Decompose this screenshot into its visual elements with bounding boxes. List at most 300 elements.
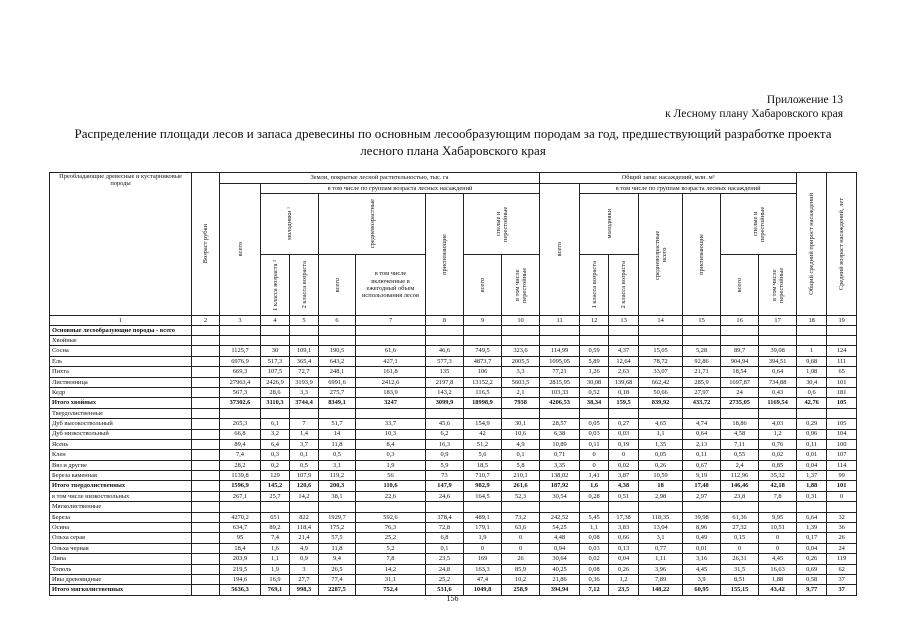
value-cell xyxy=(797,325,827,335)
value-cell: 10,89 xyxy=(540,439,580,449)
value-cell: 42 xyxy=(464,429,502,439)
value-cell: 30,4 xyxy=(797,377,827,387)
value-cell: 0,26 xyxy=(639,460,683,470)
value-cell xyxy=(192,387,220,397)
value-cell: 36 xyxy=(827,523,857,533)
table-row xyxy=(50,523,857,533)
value-cell xyxy=(797,408,827,418)
value-cell: 1,2 xyxy=(609,574,639,584)
header-area-mature-total-label: всего xyxy=(479,277,486,293)
value-cell: 4,74 xyxy=(683,419,721,429)
value-cell: 18,4 xyxy=(220,543,261,553)
value-cell: 31,5 xyxy=(721,564,759,574)
value-cell: 0,6 xyxy=(797,387,827,397)
species-name-cell: Итого твердолиственных xyxy=(50,481,192,491)
value-cell: 35,32 xyxy=(759,471,797,481)
value-cell: 27,97 xyxy=(683,387,721,397)
value-cell: 92,86 xyxy=(683,356,721,366)
value-cell: 5,2 xyxy=(356,543,426,553)
value-cell: 5,28 xyxy=(683,346,721,356)
value-cell xyxy=(426,335,464,345)
table-row xyxy=(50,387,857,397)
value-cell: 1,41 xyxy=(580,471,609,481)
header-area-premature xyxy=(426,194,464,316)
value-cell: 179,1 xyxy=(464,523,502,533)
value-cell: 111 xyxy=(827,356,857,366)
value-cell: 147,9 xyxy=(426,481,464,491)
header-area-group: Земли, покрытые лесной растительностью, тыс. га xyxy=(220,173,540,184)
value-cell: 1,35 xyxy=(639,439,683,449)
value-cell: 7938 xyxy=(502,398,540,408)
value-cell: 219,5 xyxy=(220,564,261,574)
value-cell: 265,3 xyxy=(220,419,261,429)
value-cell: 77,21 xyxy=(540,367,580,377)
page-number: 156 xyxy=(446,594,459,603)
species-name-cell: Береза каменная xyxy=(50,471,192,481)
value-cell: 1,9 xyxy=(261,564,290,574)
value-cell xyxy=(580,408,609,418)
value-cell: 267,1 xyxy=(220,491,261,501)
value-cell: 22,6 xyxy=(356,491,426,501)
value-cell xyxy=(356,335,426,345)
value-cell: 21,71 xyxy=(683,367,721,377)
value-cell: 5,9 xyxy=(426,460,464,470)
header-area-total xyxy=(220,184,261,316)
species-name-cell: в том числе низкоствольных xyxy=(50,491,192,501)
value-cell: 592,6 xyxy=(356,512,426,522)
table-row xyxy=(50,512,857,522)
value-cell: 10,2 xyxy=(502,574,540,584)
value-cell xyxy=(192,346,220,356)
value-cell: 0,66 xyxy=(609,533,639,543)
value-cell xyxy=(464,408,502,418)
value-cell xyxy=(261,325,290,335)
value-cell: 10,59 xyxy=(639,471,683,481)
value-cell: 65 xyxy=(827,367,857,377)
value-cell: 2735,05 xyxy=(721,398,759,408)
value-cell: 24,8 xyxy=(426,564,464,574)
value-cell: 752,4 xyxy=(356,585,426,595)
value-cell: 28,6 xyxy=(261,387,290,397)
value-cell: 3,2 xyxy=(261,429,290,439)
column-number: 2 xyxy=(192,316,220,326)
value-cell: 72,7 xyxy=(290,367,319,377)
value-cell: 190,5 xyxy=(319,346,356,356)
value-cell: 0,58 xyxy=(797,574,827,584)
value-cell xyxy=(192,419,220,429)
value-cell: 433,72 xyxy=(683,398,721,408)
value-cell: 0,04 xyxy=(797,460,827,470)
value-cell: 119 xyxy=(827,554,857,564)
species-name-cell: Лиственница xyxy=(50,377,192,387)
header-area-overmature xyxy=(502,255,540,316)
value-cell: 30,64 xyxy=(540,554,580,564)
value-cell xyxy=(759,502,797,512)
value-cell xyxy=(721,325,759,335)
value-cell: 0,36 xyxy=(580,574,609,584)
value-cell: 258,9 xyxy=(502,585,540,595)
value-cell: 135 xyxy=(426,367,464,377)
appendix-reference: к Лесному плану Хабаровского края xyxy=(665,108,843,120)
header-area-mature-total xyxy=(464,255,502,316)
value-cell: 100 xyxy=(827,439,857,449)
value-cell: 101 xyxy=(827,377,857,387)
value-cell xyxy=(192,398,220,408)
value-cell: 6,4 xyxy=(261,439,290,449)
value-cell xyxy=(827,335,857,345)
value-cell: 4,45 xyxy=(683,564,721,574)
value-cell: 0,26 xyxy=(609,564,639,574)
value-cell xyxy=(540,325,580,335)
header-stock-class1-label: 1 класса возраста xyxy=(590,261,598,309)
species-name-cell: Твердолиственные xyxy=(50,408,192,418)
value-cell: 0,52 xyxy=(580,387,609,397)
value-cell xyxy=(683,335,721,345)
value-cell: 118,35 xyxy=(639,512,683,522)
value-cell: 114 xyxy=(827,460,857,470)
value-cell xyxy=(639,335,683,345)
value-cell: 2,4 xyxy=(721,460,759,470)
value-cell xyxy=(220,408,261,418)
value-cell: 1,4 xyxy=(290,429,319,439)
value-cell: 5603,5 xyxy=(502,377,540,387)
value-cell: 0 xyxy=(502,533,540,543)
value-cell: 0 xyxy=(580,460,609,470)
value-cell: 1929,7 xyxy=(319,512,356,522)
value-cell: 0 xyxy=(759,543,797,553)
value-cell: 662,42 xyxy=(639,377,683,387)
value-cell: 1,39 xyxy=(797,523,827,533)
value-cell xyxy=(192,377,220,387)
header-area-overmature-label: в том числе перестойные xyxy=(513,267,528,303)
value-cell: 0,76 xyxy=(759,439,797,449)
species-name-cell: Осина xyxy=(50,523,192,533)
header-stock-subgroup: в том числе по группам возраста лесных насаждений xyxy=(580,184,797,194)
table-row xyxy=(50,429,857,439)
value-cell: 0,9 xyxy=(426,450,464,460)
header-stock-mature-total xyxy=(721,255,759,316)
value-cell xyxy=(797,502,827,512)
header-area-middle xyxy=(319,194,426,255)
value-cell: 0,04 xyxy=(609,554,639,564)
value-cell: 3,7 xyxy=(290,439,319,449)
value-cell xyxy=(721,502,759,512)
value-cell: 105 xyxy=(827,419,857,429)
header-area-young xyxy=(261,194,319,255)
value-cell: 1,88 xyxy=(759,574,797,584)
value-cell: 3,1 xyxy=(319,460,356,470)
value-cell: 0,04 xyxy=(797,543,827,553)
value-cell: 12,64 xyxy=(609,356,639,366)
value-cell: 17,48 xyxy=(683,481,721,491)
value-cell: 46,6 xyxy=(426,346,464,356)
value-cell: 89,2 xyxy=(261,523,290,533)
column-number: 7 xyxy=(356,316,426,326)
header-stock-middle xyxy=(639,194,683,316)
value-cell: 21,86 xyxy=(540,574,580,584)
value-cell: 0,31 xyxy=(797,491,827,501)
value-cell xyxy=(290,325,319,335)
column-number: 10 xyxy=(502,316,540,326)
value-cell: 643,2 xyxy=(319,356,356,366)
value-cell: 0,64 xyxy=(759,367,797,377)
value-cell: 4,9 xyxy=(290,543,319,553)
value-cell: 26,5 xyxy=(319,564,356,574)
value-cell: 1,9 xyxy=(356,460,426,470)
value-cell: 0,29 xyxy=(797,419,827,429)
value-cell: 85,9 xyxy=(502,564,540,574)
value-cell xyxy=(220,335,261,345)
value-cell: 73,2 xyxy=(502,512,540,522)
value-cell xyxy=(192,533,220,543)
value-cell: 1049,8 xyxy=(464,585,502,595)
value-cell: 0,01 xyxy=(797,450,827,460)
value-cell: 3,87 xyxy=(609,471,639,481)
value-cell: 138,02 xyxy=(540,471,580,481)
value-cell: 18998,9 xyxy=(464,398,502,408)
header-stock-young-label: молодняки xyxy=(605,209,613,239)
value-cell xyxy=(827,325,857,335)
value-cell: 26,31 xyxy=(721,554,759,564)
value-cell xyxy=(261,335,290,345)
header-avg-age xyxy=(827,173,857,316)
value-cell: 18,86 xyxy=(721,419,759,429)
table-row xyxy=(50,502,857,512)
species-name-cell: Вяз и другие xyxy=(50,460,192,470)
header-stock-total-label: всего xyxy=(556,242,564,257)
value-cell xyxy=(759,408,797,418)
value-cell: 8,4 xyxy=(356,439,426,449)
value-cell: 9,68 xyxy=(797,356,827,366)
header-area-class2-label: 2 класса возраста xyxy=(300,261,308,309)
column-number: 17 xyxy=(759,316,797,326)
value-cell: 0,03 xyxy=(580,429,609,439)
value-cell: 51,7 xyxy=(319,419,356,429)
value-cell xyxy=(192,543,220,553)
value-cell xyxy=(426,408,464,418)
value-cell xyxy=(502,335,540,345)
species-name-cell: Основные лесообразующие породы - всего xyxy=(50,325,192,335)
table-row xyxy=(50,419,857,429)
value-cell xyxy=(192,356,220,366)
value-cell: 365,4 xyxy=(290,356,319,366)
value-cell: 66,8 xyxy=(220,429,261,439)
value-cell: 0,06 xyxy=(797,429,827,439)
value-cell: 9,4 xyxy=(319,554,356,564)
value-cell: 1139,8 xyxy=(220,471,261,481)
column-number: 19 xyxy=(827,316,857,326)
value-cell: 187,92 xyxy=(540,481,580,491)
value-cell: 78,72 xyxy=(639,356,683,366)
value-cell: 3 xyxy=(290,564,319,574)
value-cell xyxy=(192,471,220,481)
value-cell: 109,1 xyxy=(290,346,319,356)
value-cell: 0,18 xyxy=(609,387,639,397)
value-cell: 159,5 xyxy=(609,398,639,408)
species-name-cell: Кедр xyxy=(50,387,192,397)
table-row xyxy=(50,460,857,470)
value-cell xyxy=(502,408,540,418)
value-cell xyxy=(540,408,580,418)
value-cell: 0,64 xyxy=(683,429,721,439)
value-cell: 769,1 xyxy=(261,585,290,595)
table-row xyxy=(50,450,857,460)
value-cell: 37302,6 xyxy=(220,398,261,408)
header-area-middle-total-label: всего xyxy=(333,277,341,293)
value-cell xyxy=(759,335,797,345)
value-cell: 104 xyxy=(827,429,857,439)
value-cell: 72,8 xyxy=(426,523,464,533)
species-name-cell: Ольха черная xyxy=(50,543,192,553)
column-number: 4 xyxy=(261,316,290,326)
value-cell: 0,11 xyxy=(797,439,827,449)
header-stock-total xyxy=(540,184,580,316)
species-name-cell: Клен xyxy=(50,450,192,460)
value-cell: 30 xyxy=(261,346,290,356)
value-cell xyxy=(192,502,220,512)
value-cell: 139,68 xyxy=(609,377,639,387)
value-cell: 119,2 xyxy=(319,471,356,481)
header-age-cut-label: Возраст рубки xyxy=(202,224,209,264)
column-number: 5 xyxy=(290,316,319,326)
value-cell: 0,1 xyxy=(426,543,464,553)
value-cell: 394,51 xyxy=(759,356,797,366)
value-cell xyxy=(192,491,220,501)
value-cell: 0,17 xyxy=(797,533,827,543)
value-cell: 0,26 xyxy=(797,554,827,564)
header-area-young-label: молодняки ¹ xyxy=(286,207,293,241)
value-cell: 42,76 xyxy=(797,398,827,408)
header-area-class1 xyxy=(261,255,290,316)
value-cell: 14,2 xyxy=(356,564,426,574)
value-cell: 73 xyxy=(426,471,464,481)
species-name-cell: Липа xyxy=(50,554,192,564)
value-cell: 129 xyxy=(261,471,290,481)
header-stock-mature xyxy=(721,194,797,255)
header-stock-overmature-label: в том числе перестойные xyxy=(770,267,785,303)
value-cell: 1 xyxy=(797,346,827,356)
header-stock-premature xyxy=(683,194,721,316)
value-cell xyxy=(639,325,683,335)
value-cell xyxy=(609,502,639,512)
value-cell: 0,67 xyxy=(683,460,721,470)
value-cell: 0,94 xyxy=(540,543,580,553)
header-stock-premature-label: приспевающие xyxy=(698,234,706,275)
value-cell xyxy=(192,523,220,533)
value-cell: 1125,7 xyxy=(220,346,261,356)
value-cell: 0,2 xyxy=(261,460,290,470)
value-cell: 10,6 xyxy=(502,429,540,439)
value-cell xyxy=(192,408,220,418)
value-cell: 0,02 xyxy=(580,554,609,564)
table-row xyxy=(50,564,857,574)
value-cell: 143,2 xyxy=(426,387,464,397)
value-cell: 0,9 xyxy=(290,554,319,564)
value-cell xyxy=(319,408,356,418)
value-cell: 261,6 xyxy=(502,481,540,491)
header-stock-overmature xyxy=(759,255,797,316)
value-cell: 210,1 xyxy=(502,471,540,481)
table-row xyxy=(50,574,857,584)
value-cell: 6,38 xyxy=(540,429,580,439)
header-stock-young xyxy=(580,194,639,255)
value-cell xyxy=(192,512,220,522)
value-cell: 101 xyxy=(827,481,857,491)
value-cell: 0,71 xyxy=(540,450,580,460)
value-cell: 6,8 xyxy=(426,533,464,543)
species-name-cell: Ольха серая xyxy=(50,533,192,543)
value-cell xyxy=(192,574,220,584)
value-cell: 61,6 xyxy=(356,346,426,356)
value-cell: 577,3 xyxy=(426,356,464,366)
value-cell xyxy=(192,335,220,345)
forest-distribution-table xyxy=(49,172,857,596)
value-cell: 6991,6 xyxy=(319,377,356,387)
species-name-cell: Мягколиственные xyxy=(50,502,192,512)
value-cell: 161,8 xyxy=(356,367,426,377)
value-cell: 39,08 xyxy=(759,346,797,356)
value-cell: 3,3 xyxy=(502,367,540,377)
value-cell: 33,7 xyxy=(356,419,426,429)
value-cell: 89,7 xyxy=(721,346,759,356)
value-cell: 23,8 xyxy=(721,491,759,501)
value-cell: 0,08 xyxy=(580,533,609,543)
value-cell: 2,13 xyxy=(683,439,721,449)
value-cell: 6,2 xyxy=(426,429,464,439)
value-cell: 1596,9 xyxy=(220,481,261,491)
value-cell: 0,3 xyxy=(261,450,290,460)
column-number: 12 xyxy=(580,316,609,326)
header-area-middle-label: средневозрастные xyxy=(368,199,376,249)
value-cell: 50,66 xyxy=(639,387,683,397)
value-cell: 0,13 xyxy=(609,543,639,553)
value-cell: 114,99 xyxy=(540,346,580,356)
species-name-cell: Тополь xyxy=(50,564,192,574)
value-cell: 0,11 xyxy=(580,439,609,449)
value-cell: 15,05 xyxy=(639,346,683,356)
value-cell xyxy=(319,325,356,335)
value-cell: 155,15 xyxy=(721,585,759,595)
value-cell: 11,8 xyxy=(319,439,356,449)
value-cell: 3,3 xyxy=(290,387,319,397)
value-cell: 16,3 xyxy=(426,439,464,449)
value-cell: 89,4 xyxy=(220,439,261,449)
value-cell xyxy=(609,408,639,418)
header-area-class2 xyxy=(290,255,319,316)
table-row xyxy=(50,367,857,377)
header-area-middle-included: в том числе включенные в ежегодный объем использования лесов xyxy=(356,255,426,316)
value-cell: 0,03 xyxy=(609,429,639,439)
value-cell: 4,38 xyxy=(609,481,639,491)
value-cell: 0,49 xyxy=(683,533,721,543)
value-cell: 1,9 xyxy=(464,533,502,543)
value-cell: 164,5 xyxy=(464,491,502,501)
value-cell: 1,26 xyxy=(580,367,609,377)
value-cell: 107,9 xyxy=(290,471,319,481)
value-cell: 2815,95 xyxy=(540,377,580,387)
value-cell: 3,16 xyxy=(683,554,721,564)
header-area-middle-total xyxy=(319,255,356,316)
value-cell xyxy=(356,325,426,335)
table-row xyxy=(50,471,857,481)
species-name-cell: Итого хвойных xyxy=(50,398,192,408)
value-cell: 0,05 xyxy=(639,450,683,460)
value-cell: 7,89 xyxy=(639,574,683,584)
value-cell xyxy=(502,502,540,512)
value-cell: 6,1 xyxy=(261,419,290,429)
value-cell: 21,4 xyxy=(290,533,319,543)
value-cell: 30,08 xyxy=(580,377,609,387)
